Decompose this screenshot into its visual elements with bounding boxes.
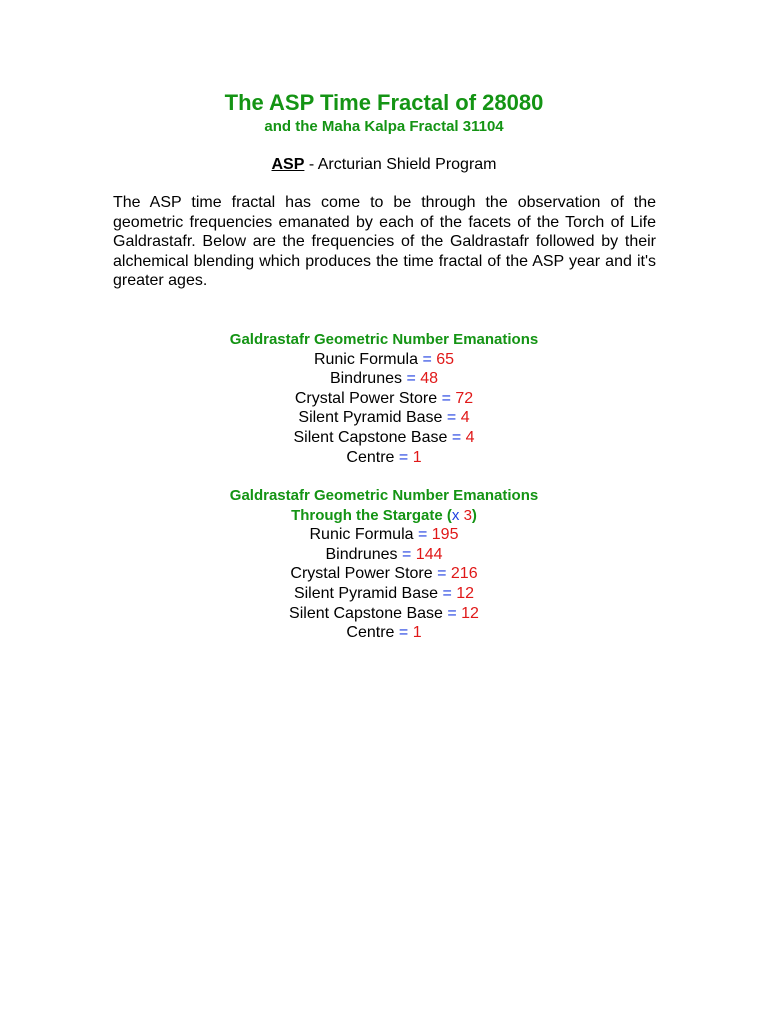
list-item: [0, 545, 768, 565]
item-value: 48: [420, 370, 439, 388]
list-item: [0, 408, 768, 428]
item-label: Runic Formula: [313, 350, 418, 368]
asp-separator: -: [304, 156, 318, 173]
item-value: 4: [465, 428, 475, 446]
equals-sign: =: [422, 350, 432, 368]
item-label: Runic Formula: [309, 526, 414, 544]
item-label: Silent Capstone Base: [289, 604, 443, 622]
item-value: 1: [412, 448, 422, 466]
item-label: Centre: [346, 624, 395, 642]
subheading-text: Through the Stargate: [291, 506, 443, 524]
intro-paragraph: The ASP time fractal has come to be through the observation of the geometric frequencies emanated by each of the facets of the Torch of Life Galdrastafr. Below are the frequencies of the Galdrastafr followed by their alchemical blending which produces the time fractal of the ASP year and it's greater ages.: [113, 194, 656, 290]
list-item: [0, 389, 768, 409]
equals-sign: =: [446, 409, 457, 427]
equals-sign: =: [442, 584, 452, 602]
page-subtitle: and the Maha Kalpa Fractal 31104: [264, 118, 504, 135]
list-item: [0, 604, 768, 624]
item-value: 12: [456, 584, 475, 602]
list-item: [0, 525, 768, 545]
item-label: Crystal Power Store: [290, 565, 433, 583]
multiplier-value: 3: [463, 506, 472, 524]
item-label: Centre: [346, 448, 395, 466]
open-paren: (: [446, 506, 452, 524]
equals-sign: =: [402, 545, 412, 563]
section-heading: Galdrastafr Geometric Number Emanations: [229, 331, 539, 348]
equals-sign: =: [398, 624, 409, 642]
item-label: Bindrunes: [325, 545, 398, 563]
equals-sign: =: [398, 448, 409, 466]
equals-sign: =: [447, 604, 457, 622]
equals-sign: =: [437, 565, 447, 583]
list-item: [0, 584, 768, 604]
close-paren: ): [471, 506, 477, 524]
item-label: Silent Pyramid Base: [293, 584, 438, 602]
list-item: [0, 448, 768, 468]
asp-definition: [0, 154, 768, 176]
item-value: 195: [431, 526, 459, 544]
section-subheading: [0, 506, 768, 526]
item-label: Silent Pyramid Base: [298, 409, 443, 427]
item-label: Bindrunes: [329, 370, 402, 388]
item-value: 65: [436, 350, 455, 368]
item-value: 216: [450, 565, 478, 583]
equals-sign: =: [441, 389, 451, 407]
asp-abbreviation: ASP: [271, 156, 305, 173]
list-item: [0, 623, 768, 643]
equals-sign: =: [406, 370, 416, 388]
equals-sign: =: [417, 526, 428, 544]
list-item: [0, 564, 768, 584]
page-title: The ASP Time Fractal of 28080: [224, 90, 544, 115]
list-item: [0, 350, 768, 370]
list-item: [0, 428, 768, 448]
item-value: 72: [455, 389, 474, 407]
item-value: 144: [415, 545, 443, 563]
item-label: Crystal Power Store: [294, 389, 438, 407]
item-value: 4: [460, 409, 470, 427]
item-label: Silent Capstone Base: [293, 428, 448, 446]
multiplier-sign: x: [451, 506, 460, 524]
equals-sign: =: [451, 428, 462, 446]
stargate-emanations-section: [0, 486, 768, 643]
item-value: 12: [461, 604, 479, 622]
section-heading: Galdrastafr Geometric Number Emanations: [229, 487, 539, 504]
asp-expansion: Arcturian Shield Program: [317, 156, 497, 173]
item-value: 1: [412, 624, 422, 642]
emanations-section: [0, 330, 768, 467]
list-item: [0, 369, 768, 389]
